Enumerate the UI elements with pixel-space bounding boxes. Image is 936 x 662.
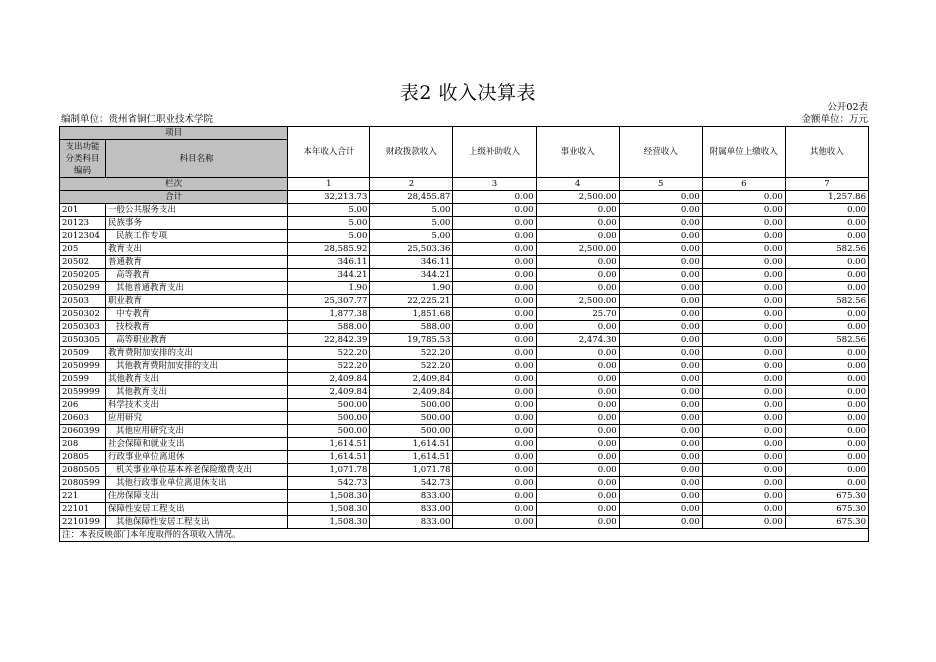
amount-cell: 0.00 [536,503,619,516]
amount-cell: 1,614.51 [288,438,370,451]
amount-cell: 22,225.21 [370,295,453,308]
header-col-2: 财政拨款收入 [370,127,453,178]
subject-name: 其他应用研究支出 [106,425,288,438]
table-row [60,308,869,321]
subject-name: 一般公共服务支出 [106,204,288,217]
amount-cell: 5.00 [370,217,453,230]
subject-name: 技校教育 [106,321,288,334]
amount-cell: 0.00 [536,204,619,217]
total-value: 0.00 [702,191,785,204]
amount-cell: 25.70 [536,308,619,321]
amount-cell: 522.20 [370,347,453,360]
amount-cell: 346.11 [370,256,453,269]
amount-cell: 0.00 [785,425,868,438]
table-body [60,204,869,529]
amount-cell: 0.00 [453,269,536,282]
amount-cell: 0.00 [453,412,536,425]
subject-code: 22101 [60,503,106,516]
amount-cell: 28,585.92 [288,243,370,256]
amount-cell: 0.00 [702,399,785,412]
subject-code: 2210199 [60,516,106,529]
amount-cell: 0.00 [536,425,619,438]
amount-cell: 0.00 [619,230,702,243]
table-row [60,230,869,243]
amount-cell: 0.00 [785,347,868,360]
table-row [60,477,869,490]
table-row [60,399,869,412]
amount-cell: 0.00 [453,321,536,334]
subject-code: 2050999 [60,360,106,373]
amount-cell: 582.56 [785,334,868,347]
page-title: 表2 收入决算表 [399,82,537,104]
amount-cell: 1,614.51 [370,451,453,464]
table-row [60,334,869,347]
subject-code: 2059999 [60,386,106,399]
header-code: 支出功能分类科目编码 [60,140,106,178]
amount-cell: 0.00 [619,425,702,438]
amount-cell: 0.00 [619,295,702,308]
amount-cell: 0.00 [453,438,536,451]
amount-cell: 0.00 [702,256,785,269]
amount-cell: 0.00 [702,217,785,230]
amount-cell: 0.00 [702,373,785,386]
amount-cell: 0.00 [536,269,619,282]
amount-cell: 25,503.36 [370,243,453,256]
amount-cell: 675.30 [785,503,868,516]
subject-name: 其他教育费附加安排的支出 [106,360,288,373]
amount-cell: 0.00 [453,360,536,373]
amount-unit: 金额单位：万元 [801,114,868,125]
amount-cell: 0.00 [702,451,785,464]
subject-name: 中专教育 [106,308,288,321]
amount-cell: 0.00 [619,282,702,295]
amount-cell: 0.00 [619,477,702,490]
amount-cell: 0.00 [785,308,868,321]
amount-cell: 0.00 [453,373,536,386]
subject-name: 教育费附加安排的支出 [106,347,288,360]
total-value: 0.00 [453,191,536,204]
amount-cell: 0.00 [453,347,536,360]
subject-code: 2050205 [60,269,106,282]
amount-cell: 0.00 [536,230,619,243]
amount-cell: 833.00 [370,503,453,516]
subject-name: 职业教育 [106,295,288,308]
table-row [60,360,869,373]
subject-code: 2060399 [60,425,106,438]
amount-cell: 0.00 [785,399,868,412]
amount-cell: 2,409.84 [370,386,453,399]
amount-cell: 0.00 [702,503,785,516]
amount-cell: 0.00 [536,399,619,412]
amount-cell: 0.00 [619,412,702,425]
subject-code: 2080505 [60,464,106,477]
header-col-6: 附属单位上缴收入 [702,127,785,178]
amount-cell: 0.00 [785,464,868,477]
amount-cell: 522.20 [288,347,370,360]
amount-cell: 0.00 [453,503,536,516]
form-code: 公开02表 [827,102,868,113]
amount-cell: 0.00 [785,204,868,217]
subject-code: 206 [60,399,106,412]
header-col-3: 上级补助收入 [453,127,536,178]
amount-cell: 0.00 [702,230,785,243]
amount-cell: 0.00 [702,243,785,256]
subject-name: 应用研究 [106,412,288,425]
amount-cell: 5.00 [370,204,453,217]
subject-code: 2080599 [60,477,106,490]
amount-cell: 500.00 [370,425,453,438]
amount-cell: 0.00 [702,204,785,217]
amount-cell: 0.00 [702,334,785,347]
amount-cell: 0.00 [702,477,785,490]
amount-cell: 500.00 [370,399,453,412]
amount-cell: 346.11 [288,256,370,269]
amount-cell: 0.00 [619,256,702,269]
subject-code: 20503 [60,295,106,308]
amount-cell: 5.00 [288,230,370,243]
table-row [60,373,869,386]
total-label: 合计 [60,191,288,204]
amount-cell: 0.00 [702,438,785,451]
table-row [60,386,869,399]
table-note: 注：本表反映部门本年度取得的各项收入情况。 [60,529,869,542]
amount-cell: 5.00 [370,230,453,243]
total-value: 32,213.73 [288,191,370,204]
col-number: 1 [288,178,370,191]
amount-cell: 0.00 [619,451,702,464]
amount-cell: 0.00 [619,516,702,529]
table-row [60,464,869,477]
amount-cell: 5.00 [288,217,370,230]
amount-cell: 2,409.84 [288,386,370,399]
table-row [60,438,869,451]
header-col-1: 本年收入合计 [288,127,370,178]
amount-cell: 0.00 [536,386,619,399]
subject-name: 高等教育 [106,269,288,282]
amount-cell: 0.00 [702,347,785,360]
amount-cell: 0.00 [536,451,619,464]
amount-cell: 5.00 [288,204,370,217]
table-row [60,347,869,360]
amount-cell: 25,307.77 [288,295,370,308]
amount-cell: 1.90 [370,282,453,295]
col-number: 7 [785,178,868,191]
amount-cell: 1,614.51 [288,451,370,464]
col-number: 2 [370,178,453,191]
amount-cell: 0.00 [453,282,536,295]
amount-cell: 0.00 [702,516,785,529]
reporting-unit: 编制单位：贵州省铜仁职业技术学院 [61,114,214,125]
amount-cell: 0.00 [785,256,868,269]
amount-cell: 542.73 [288,477,370,490]
amount-cell: 2,500.00 [536,243,619,256]
subject-code: 20603 [60,412,106,425]
table-row [60,412,869,425]
amount-cell: 1,071.78 [370,464,453,477]
amount-cell: 0.00 [619,503,702,516]
amount-cell: 582.56 [785,295,868,308]
note-row [60,529,869,542]
amount-cell: 833.00 [370,490,453,503]
amount-cell: 0.00 [702,360,785,373]
amount-cell: 0.00 [536,347,619,360]
table-row [60,516,869,529]
amount-cell: 0.00 [785,282,868,295]
amount-cell: 2,409.84 [288,373,370,386]
table-row [60,295,869,308]
amount-cell: 522.20 [370,360,453,373]
amount-cell: 1,851.68 [370,308,453,321]
subject-code: 2050299 [60,282,106,295]
amount-cell: 2,500.00 [536,295,619,308]
amount-cell: 0.00 [453,477,536,490]
amount-cell: 0.00 [453,295,536,308]
subject-code: 2050302 [60,308,106,321]
col-number: 3 [453,178,536,191]
amount-cell: 344.21 [370,269,453,282]
amount-cell: 0.00 [702,308,785,321]
header-col-4: 事业收入 [536,127,619,178]
amount-cell: 0.00 [536,282,619,295]
header-name: 科目名称 [106,140,288,178]
amount-cell: 500.00 [370,412,453,425]
amount-cell: 0.00 [453,243,536,256]
amount-cell: 0.00 [785,321,868,334]
subject-name: 民族工作专项 [106,230,288,243]
amount-cell: 0.00 [453,334,536,347]
amount-cell: 0.00 [702,295,785,308]
table-row [60,217,869,230]
amount-cell: 22,842.39 [288,334,370,347]
amount-cell: 2,409.84 [370,373,453,386]
subject-name: 民族事务 [106,217,288,230]
subject-code: 2050305 [60,334,106,347]
amount-cell: 0.00 [785,373,868,386]
amount-cell: 0.00 [453,256,536,269]
subject-name: 保障性安居工程支出 [106,503,288,516]
amount-cell: 0.00 [619,334,702,347]
amount-cell: 0.00 [536,490,619,503]
table-row [60,282,869,295]
subject-name: 科学技术支出 [106,399,288,412]
total-value: 0.00 [619,191,702,204]
amount-cell: 500.00 [288,399,370,412]
amount-cell: 0.00 [453,464,536,477]
amount-cell: 1,071.78 [288,464,370,477]
amount-cell: 500.00 [288,412,370,425]
subject-code: 20509 [60,347,106,360]
subject-name: 教育支出 [106,243,288,256]
table-row [60,490,869,503]
table-row [60,321,869,334]
total-value: 28,455.87 [370,191,453,204]
amount-cell: 0.00 [619,347,702,360]
subject-code: 2050303 [60,321,106,334]
amount-cell: 0.00 [453,490,536,503]
table-row [60,425,869,438]
amount-cell: 0.00 [619,438,702,451]
column-number-row [60,178,869,191]
subject-code: 201 [60,204,106,217]
header-col-5: 经营收入 [619,127,702,178]
amount-cell: 0.00 [536,360,619,373]
amount-cell: 0.00 [619,490,702,503]
amount-cell: 0.00 [702,282,785,295]
amount-cell: 1.90 [288,282,370,295]
amount-cell: 0.00 [453,516,536,529]
amount-cell: 2,474.30 [536,334,619,347]
income-table [59,126,869,542]
col-number: 5 [619,178,702,191]
subject-code: 20599 [60,373,106,386]
amount-cell: 1,508.30 [288,490,370,503]
amount-cell: 0.00 [619,399,702,412]
amount-cell: 500.00 [288,425,370,438]
table-row [60,204,869,217]
amount-cell: 0.00 [536,516,619,529]
subject-name: 其他教育支出 [106,386,288,399]
subject-name: 机关事业单位基本养老保险缴费支出 [106,464,288,477]
subject-name: 普通教育 [106,256,288,269]
amount-cell: 0.00 [619,217,702,230]
amount-cell: 0.00 [702,425,785,438]
amount-cell: 344.21 [288,269,370,282]
amount-cell: 0.00 [702,412,785,425]
amount-cell: 588.00 [370,321,453,334]
amount-cell: 0.00 [785,438,868,451]
amount-cell: 0.00 [785,360,868,373]
amount-cell: 0.00 [785,386,868,399]
amount-cell: 542.73 [370,477,453,490]
amount-cell: 0.00 [702,464,785,477]
subject-code: 221 [60,490,106,503]
header-item: 项目 [60,127,288,140]
amount-cell: 1,877.38 [288,308,370,321]
amount-cell: 1,508.30 [288,516,370,529]
subject-name: 其他行政事业单位离退休支出 [106,477,288,490]
subject-name: 行政事业单位离退休 [106,451,288,464]
subject-code: 205 [60,243,106,256]
amount-cell: 0.00 [785,451,868,464]
row-label: 栏次 [60,178,288,191]
amount-cell: 0.00 [453,451,536,464]
subject-code: 2012304 [60,230,106,243]
amount-cell: 0.00 [785,217,868,230]
table-row [60,503,869,516]
amount-cell: 675.30 [785,490,868,503]
amount-cell: 19,785.53 [370,334,453,347]
table-row [60,451,869,464]
header-col-7: 其他收入 [785,127,868,178]
amount-cell: 0.00 [785,477,868,490]
amount-cell: 0.00 [619,204,702,217]
amount-cell: 0.00 [619,464,702,477]
amount-cell: 582.56 [785,243,868,256]
amount-cell: 1,508.30 [288,503,370,516]
subject-name: 其他普通教育支出 [106,282,288,295]
amount-cell: 0.00 [619,373,702,386]
subject-code: 20805 [60,451,106,464]
amount-cell: 0.00 [536,464,619,477]
subject-code: 20123 [60,217,106,230]
amount-cell: 0.00 [619,386,702,399]
total-value: 1,257.86 [785,191,868,204]
amount-cell: 833.00 [370,516,453,529]
subject-name: 住房保障支出 [106,490,288,503]
col-number: 4 [536,178,619,191]
amount-cell: 0.00 [453,217,536,230]
table-row [60,256,869,269]
amount-cell: 0.00 [536,217,619,230]
amount-cell: 0.00 [536,321,619,334]
subject-name: 社会保障和就业支出 [106,438,288,451]
amount-cell: 0.00 [453,425,536,438]
amount-cell: 0.00 [453,399,536,412]
subject-code: 208 [60,438,106,451]
table-row [60,269,869,282]
amount-cell: 0.00 [453,230,536,243]
amount-cell: 0.00 [702,321,785,334]
amount-cell: 0.00 [453,204,536,217]
subject-name: 其他保障性安居工程支出 [106,516,288,529]
amount-cell: 0.00 [453,308,536,321]
subject-name: 其他教育支出 [106,373,288,386]
total-row [60,191,869,204]
amount-cell: 0.00 [785,269,868,282]
amount-cell: 0.00 [619,321,702,334]
subject-code: 20502 [60,256,106,269]
amount-cell: 0.00 [619,308,702,321]
table-row [60,243,869,256]
amount-cell: 0.00 [536,477,619,490]
total-value: 2,500.00 [536,191,619,204]
amount-cell: 588.00 [288,321,370,334]
amount-cell: 0.00 [619,243,702,256]
amount-cell: 0.00 [702,269,785,282]
amount-cell: 0.00 [785,412,868,425]
amount-cell: 0.00 [702,490,785,503]
amount-cell: 1,614.51 [370,438,453,451]
amount-cell: 675.30 [785,516,868,529]
amount-cell: 0.00 [536,438,619,451]
subject-name: 高等职业教育 [106,334,288,347]
amount-cell: 0.00 [536,373,619,386]
amount-cell: 0.00 [619,360,702,373]
amount-cell: 0.00 [536,412,619,425]
header-row-1 [60,127,869,140]
amount-cell: 522.20 [288,360,370,373]
amount-cell: 0.00 [619,269,702,282]
col-number: 6 [702,178,785,191]
amount-cell: 0.00 [536,256,619,269]
amount-cell: 0.00 [702,386,785,399]
amount-cell: 0.00 [785,230,868,243]
amount-cell: 0.00 [453,386,536,399]
